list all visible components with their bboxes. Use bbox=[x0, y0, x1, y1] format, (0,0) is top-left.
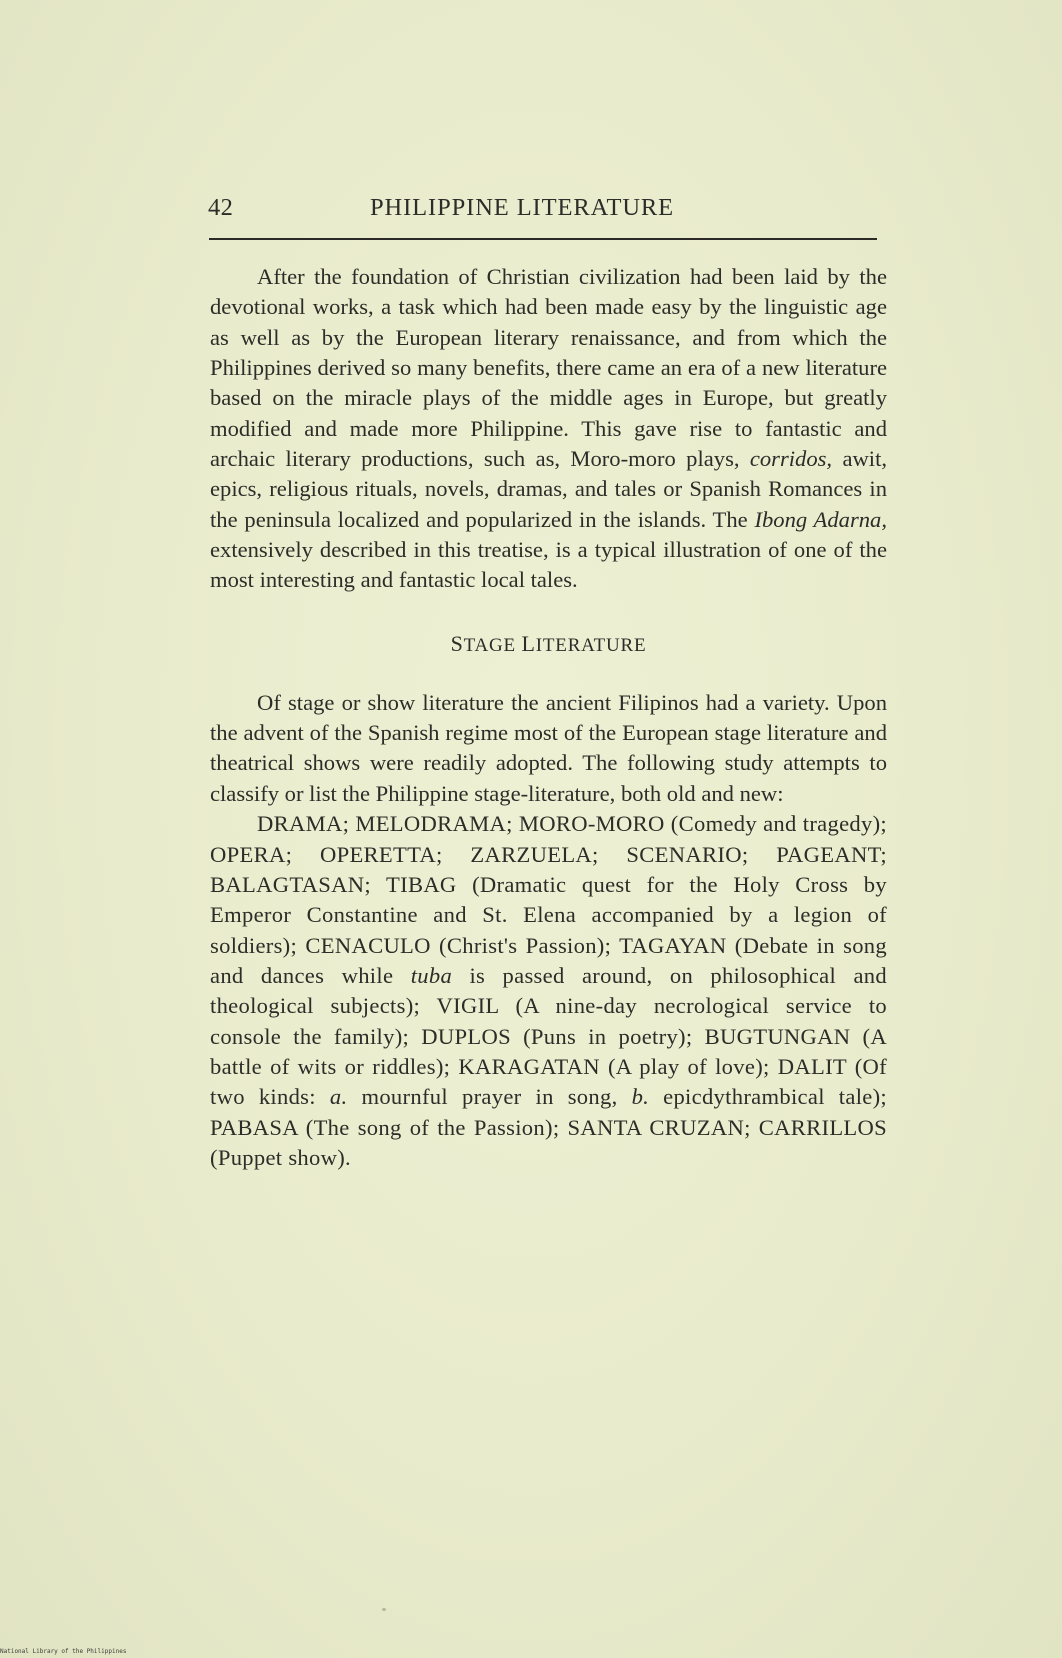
heading-cap-l: L bbox=[521, 630, 536, 656]
running-title: PHILIPPINE LITERATURE bbox=[370, 194, 675, 221]
paragraph-list-text-3: mournful prayer in song, bbox=[347, 1084, 632, 1110]
body-text bbox=[210, 262, 887, 1173]
italic-a: a. bbox=[329, 1084, 348, 1110]
paragraph-intro-text-2: awit, epics, religious rituals, novels, dramas, and tales or Spanish Romances in the peninsula localized and popularized in the islands. The bbox=[210, 446, 887, 532]
paragraph-list-text-1: DRAMA; MELODRAMA; MORO-MORO (Comedy and tragedy); OPERA; OPERETTA; ZARZUELA; SCENARIO; PAGEANT; BALAGTASAN; TIBAG (Dramatic quest for the Holy Cross by Emperor Constantine and St. Elena accompanied by a legion of soldiers); CENACULO (Christ's Passion); TAGAYAN (Debate in song and dances while bbox=[210, 811, 887, 988]
paragraph-intro-text-3: extensively described in this treatise, is a typical illustration of one of the most interesting and fantastic local tales. bbox=[210, 537, 887, 593]
library-stamp: National Library of the Philippines bbox=[0, 1648, 127, 1655]
page-number: 42 bbox=[208, 194, 234, 221]
italic-tuba: tuba bbox=[410, 962, 453, 988]
paragraph-list bbox=[210, 809, 887, 1173]
italic-ibong-adarna: Ibong Adarna, bbox=[754, 506, 887, 532]
paragraph-list-text-2: is passed around, on philosophical and theological subjects); VIGIL (A nine-day necrological service to console the family); DUPLOS (Puns in poetry); BUGTUNGAN (A battle of wits or riddles); KARAGATAN (A play of love); DALIT (Of two kinds: bbox=[210, 962, 887, 1110]
italic-corridos: corridos, bbox=[749, 446, 833, 472]
heading-rest-2: ITERATURE bbox=[535, 634, 647, 656]
page-header bbox=[208, 194, 876, 228]
paragraph-intro bbox=[210, 262, 887, 596]
heading-rest-1: TAGE bbox=[463, 634, 522, 656]
section-heading bbox=[210, 632, 887, 658]
paragraph-list-text-4: epicdythrambical tale); PABASA (The song of the Passion); SANTA CRUZAN; CARRILLOS (Puppet show). bbox=[210, 1084, 888, 1170]
header-rule bbox=[209, 238, 877, 240]
paragraph-intro-text-1: After the foundation of Christian civilization had been laid by the devotional works, a task which had been made easy by the linguistic age as well as by the European literary renaissance, and from which the Philippines derived so many benefits, there came an era of a new literature based on the miracle plays of the middle ages in Europe, but greatly modified and made more Philippine. This gave rise to fantastic and archaic literary productions, such as, Moro-moro plays, bbox=[210, 264, 887, 472]
paper-speck bbox=[382, 1608, 386, 1611]
heading-cap-s: S bbox=[450, 630, 464, 656]
italic-b: b. bbox=[631, 1084, 650, 1110]
paragraph-stage: Of stage or show literature the ancient Filipinos had a variety. Upon the advent of the Spanish regime most of the European stage literature and theatrical shows were readily adopted. The following study attempts to classify or list the Philippine stage-literature, both old and new: bbox=[210, 689, 887, 806]
